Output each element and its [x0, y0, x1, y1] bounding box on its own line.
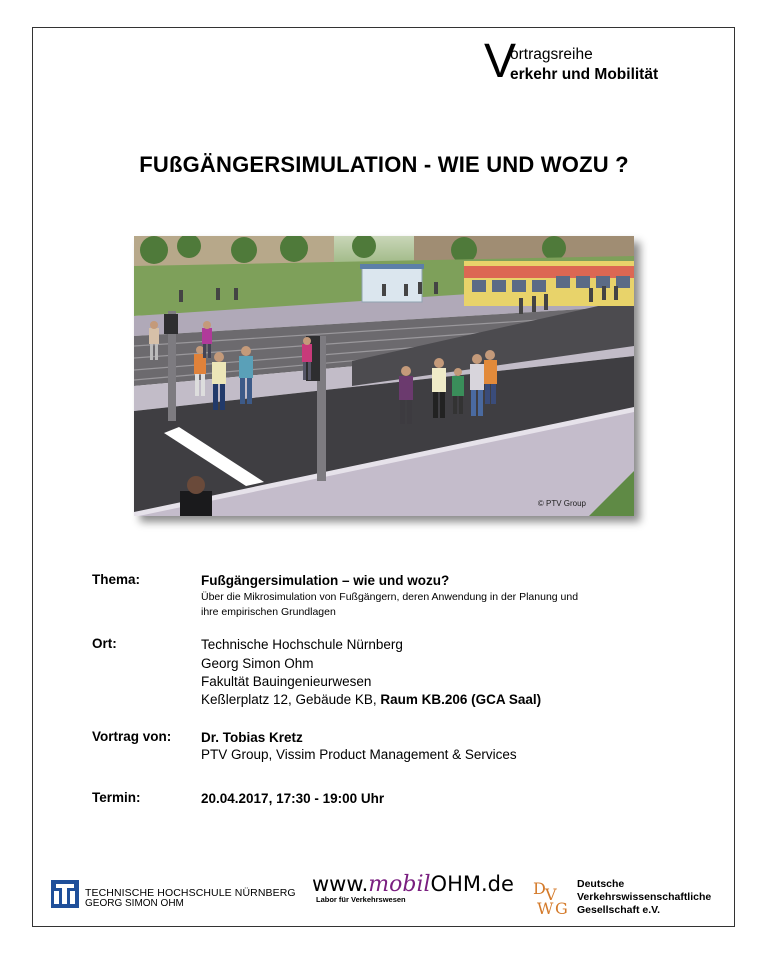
simulation-image: [134, 236, 634, 516]
ort-line4: [201, 691, 541, 710]
dvwg-line2: Verkehrswissenschaftliche: [577, 891, 712, 903]
mobil-subtitle: Labor für Verkehrswesen: [316, 895, 406, 904]
thn-line2: GEORG SIMON OHM: [85, 898, 184, 909]
mobil-suffix: OHM.de: [430, 872, 514, 896]
mobil-prefix: www.: [312, 872, 369, 896]
dvwg-line1: Deutsche: [577, 878, 625, 890]
speaker-affiliation: PTV Group, Vissim Product Management & Services: [201, 747, 517, 762]
svg-text:G: G: [555, 899, 568, 918]
ort-address: Keßlerplatz 12, Gebäude KB,: [201, 692, 381, 707]
series-line2: erkehr und Mobilität: [510, 66, 659, 83]
ort-label: Ort:: [92, 636, 117, 651]
mobil-brand: mobil: [368, 872, 431, 897]
series-line1: ortragsreihe: [510, 46, 593, 63]
thema-sub-line1: Über die Mikrosimulation von Fußgängern, deren Anwendung in der Planung und: [201, 591, 579, 603]
thn-logo-mark-icon: [51, 880, 79, 908]
ort-line2: Georg Simon Ohm: [201, 656, 314, 671]
thn-logo: [51, 880, 311, 910]
ort-line1: Technische Hochschule Nürnberg: [201, 637, 403, 652]
speaker-name: Dr. Tobias Kretz: [201, 730, 303, 745]
termin-label: Termin:: [92, 790, 141, 805]
svg-text:W: W: [537, 899, 554, 918]
termin-value: 20.04.2017, 17:30 - 19:00 Uhr: [201, 791, 385, 806]
vortrag-label: Vortrag von:: [92, 729, 172, 744]
page-title: FUßGÄNGERSIMULATION - WIE UND WOZU ?: [139, 152, 629, 177]
series-logo: [484, 35, 714, 88]
thema-heading: Fußgängersimulation – wie und wozu?: [201, 573, 450, 588]
dvwg-logo-mark-icon: [531, 878, 571, 918]
svg-text:D: D: [533, 879, 546, 898]
dvwg-logo: [531, 878, 731, 918]
svg-text:V: V: [545, 885, 557, 904]
ort-line3: Fakultät Bauingenieurwesen: [201, 674, 372, 689]
series-initial: V: [484, 35, 517, 88]
thema-label: Thema:: [92, 572, 141, 587]
dvwg-line3: Gesellschaft e.V.: [577, 904, 661, 916]
photo-credit: © PTV Group: [537, 499, 586, 508]
thema-sub-line2: ihre empirischen Grundlagen: [201, 606, 336, 618]
thn-line1: TECHNISCHE HOCHSCHULE NÜRNBERG: [85, 887, 296, 899]
mobilohm-logo: [312, 872, 514, 904]
ort-room: Raum KB.206 (GCA Saal): [380, 692, 542, 707]
